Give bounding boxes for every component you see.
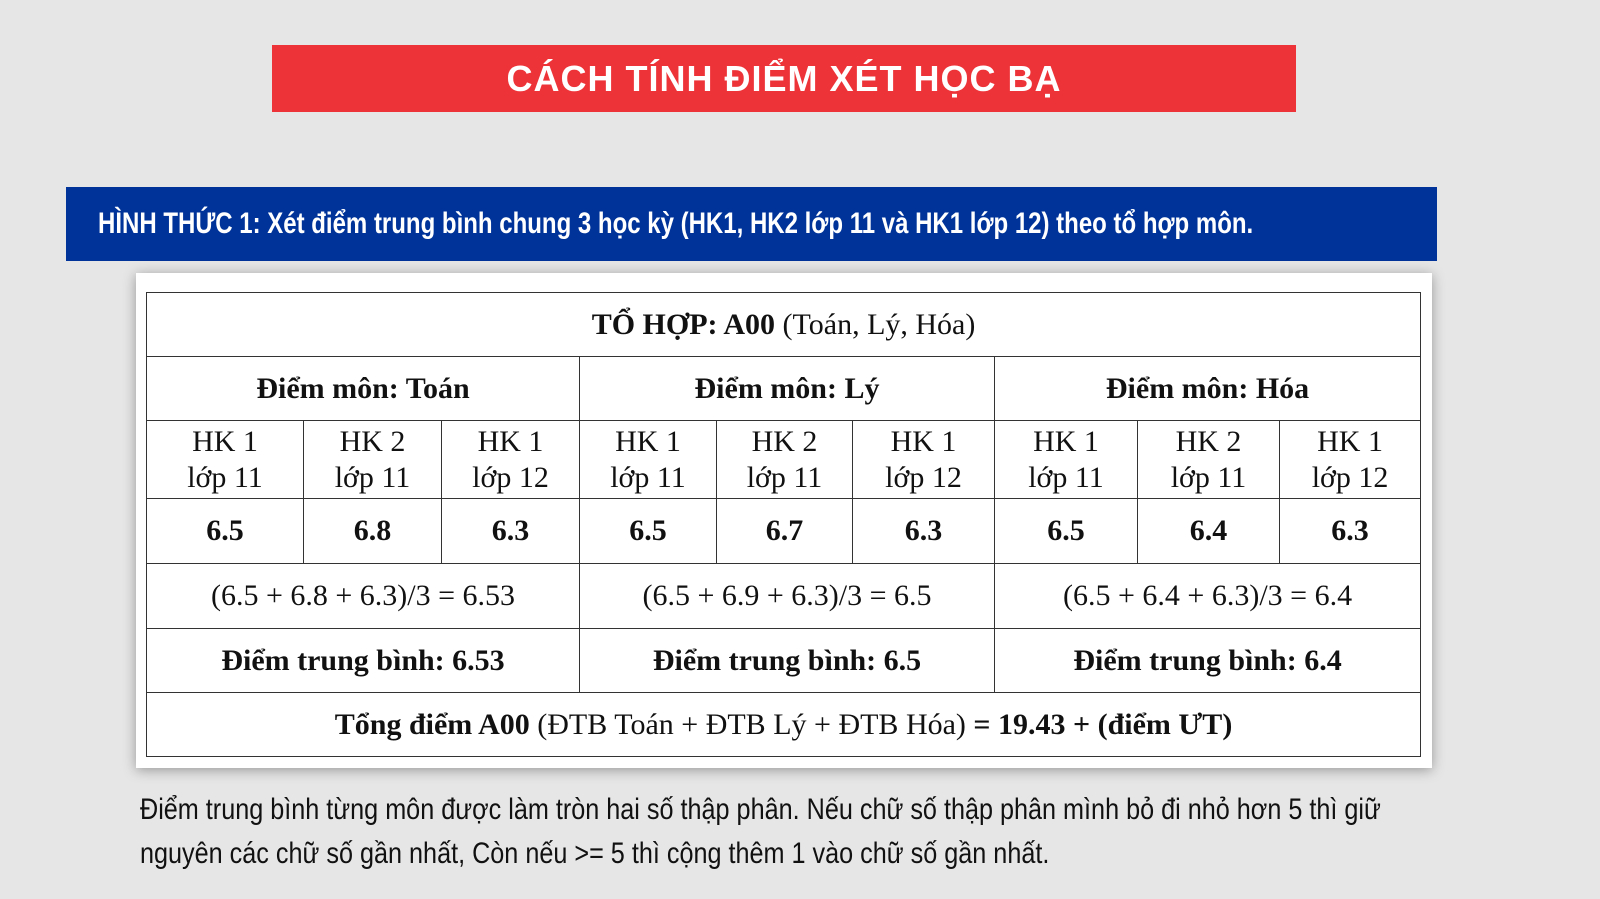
term-cell — [995, 421, 1138, 499]
formula-cell: (6.5 + 6.4 + 6.3)/3 = 6.4 — [995, 564, 1421, 629]
note-line-2: nguyên các chữ số gần nhất, Còn nếu >= 5 thì cộng thêm 1 vào chữ số gần nhất. — [140, 837, 1050, 870]
method-banner — [66, 187, 1437, 261]
score-cell: 6.5 — [147, 499, 304, 564]
total-result: = 19.43 + (điểm ƯT) — [973, 707, 1233, 741]
subject-header: Điểm môn: Hóa — [995, 357, 1421, 421]
term-cell — [717, 421, 853, 499]
class-label: lớp 12 — [472, 460, 549, 494]
method-text: HÌNH THỨC 1: Xét điểm trung bình chung 3 học kỳ (HK1, HK2 lớp 11 và HK1 lớp 12) theo tổ hợp môn. — [98, 207, 1254, 240]
term-label: HK 1 — [1317, 424, 1383, 458]
term-cell — [580, 421, 717, 499]
average-cell: Điểm trung bình: 6.5 — [580, 629, 995, 693]
total-formula: (ĐTB Toán + ĐTB Lý + ĐTB Hóa) — [529, 707, 974, 741]
class-label: lớp 11 — [1028, 460, 1104, 494]
formula-cell: (6.5 + 6.9 + 6.3)/3 = 6.5 — [580, 564, 995, 629]
note-line-1: Điểm trung bình từng môn được làm tròn hai số thập phân. Nếu chữ số thập phân mình bỏ đi nhỏ hơn 5 thì giữ — [140, 793, 1381, 826]
class-label: lớp 11 — [746, 460, 823, 494]
subject-header: Điểm môn: Lý — [580, 357, 995, 421]
term-label: HK 2 — [339, 424, 406, 458]
total-row — [147, 693, 1421, 757]
combo-header — [147, 293, 1421, 357]
class-label: lớp 11 — [1170, 460, 1247, 494]
term-label: HK 1 — [615, 424, 681, 458]
term-cell — [147, 421, 304, 499]
total-label: Tổng điểm A00 — [334, 707, 530, 741]
score-cell: 6.4 — [1138, 499, 1280, 564]
class-label: lớp 11 — [334, 460, 411, 494]
note — [140, 788, 1381, 876]
combo-subjects: (Toán, Lý, Hóa) — [775, 307, 976, 341]
term-label: HK 1 — [192, 424, 258, 458]
term-label: HK 1 — [477, 424, 544, 458]
average-cell: Điểm trung bình: 6.53 — [147, 629, 580, 693]
score-cell: 6.7 — [717, 499, 853, 564]
term-label: HK 2 — [751, 424, 818, 458]
average-cell: Điểm trung bình: 6.4 — [995, 629, 1421, 693]
term-label: HK 2 — [1175, 424, 1242, 458]
term-cell — [1138, 421, 1280, 499]
term-label: HK 1 — [890, 424, 957, 458]
term-cell — [304, 421, 442, 499]
term-cell — [853, 421, 995, 499]
formula-cell: (6.5 + 6.8 + 6.3)/3 = 6.53 — [147, 564, 580, 629]
class-label: lớp 12 — [885, 460, 962, 494]
combo-label: TỔ HỢP: A00 — [591, 307, 776, 341]
score-cell: 6.8 — [304, 499, 442, 564]
term-label: HK 1 — [1033, 424, 1099, 458]
score-cell: 6.5 — [580, 499, 717, 564]
score-cell: 6.3 — [853, 499, 995, 564]
score-table-card — [136, 273, 1432, 768]
class-label: lớp 12 — [1311, 460, 1389, 494]
class-label: lớp 11 — [610, 460, 686, 494]
score-cell: 6.3 — [442, 499, 580, 564]
score-cell: 6.5 — [995, 499, 1138, 564]
class-label: lớp 11 — [187, 460, 263, 494]
score-table — [146, 292, 1421, 757]
page-title: CÁCH TÍNH ĐIỂM XÉT HỌC BẠ — [272, 45, 1296, 112]
score-cell: 6.3 — [1280, 499, 1421, 564]
subject-header: Điểm môn: Toán — [147, 357, 580, 421]
term-cell — [1280, 421, 1421, 499]
term-cell — [442, 421, 580, 499]
